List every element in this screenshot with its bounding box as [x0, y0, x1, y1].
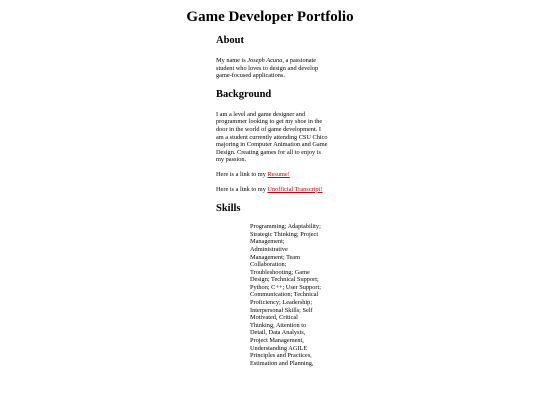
resume-paragraph	[216, 171, 328, 179]
background-paragraph: I am a level and game designer and programmer looking to get my shoe in the door in the world of game development. I am a student currently attending CSU Chico majoring in Computer Animation and Game Design. Creating games for all to enjoy is my passion.	[216, 110, 328, 164]
about-intro-prefix: My name is	[216, 57, 248, 64]
resume-prefix: Here is a link to my	[216, 170, 268, 178]
about-paragraph	[216, 57, 328, 80]
main-content	[216, 32, 328, 367]
about-heading: About	[216, 35, 245, 46]
transcript-prefix: Here is a link to my	[216, 185, 268, 193]
transcript-paragraph	[216, 186, 328, 194]
page-title: Game Developer Portfolio	[186, 9, 354, 25]
resume-link[interactable]: Resume!	[267, 170, 290, 178]
author-name: Joseph Acuna	[247, 57, 283, 64]
skills-heading: Skills	[216, 203, 241, 215]
transcript-link[interactable]: Unofficial Transcript!	[267, 185, 323, 193]
about-intro-suffix: , a passionate student who loves to design and develop game-focused applications.	[216, 57, 319, 80]
skills-list: Programming; Adaptability; Strategic Thinking; Project Management; Administrative Management; Team Collaboration; Troubleshooting; Game Design; Technical Support; Python; C++; User Support; Communication; Technical Proficiency; Leadership; Interpersonal Skills; Self Motivated, Critical Thinking, Attention to Detail, Data Analysis, Project Management, Understanding AGILE Principles and Practices, Estimation and Planning,	[250, 223, 321, 367]
background-heading: Background	[216, 88, 272, 100]
